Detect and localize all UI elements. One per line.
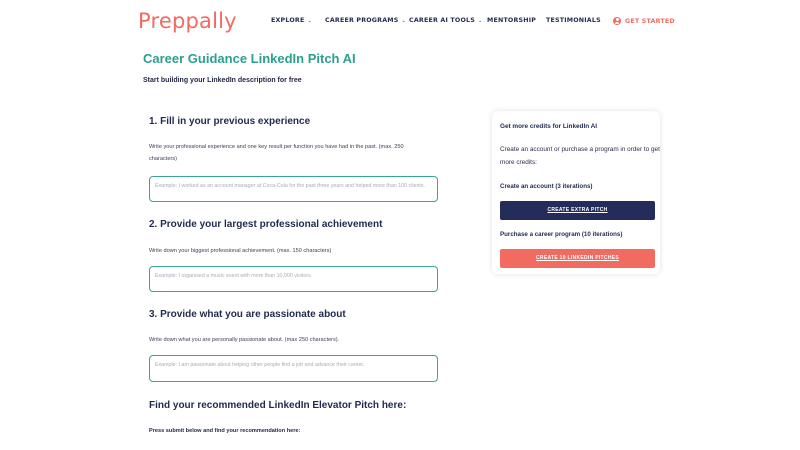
credits-card xyxy=(492,111,660,274)
section-experience-description: Write your professional experience and one key result per function you have had in the past. (max. 250 characters) xyxy=(149,144,404,162)
section-achievement-description: Write down your biggest professional achievement. (max. 150 characters) xyxy=(149,248,332,254)
chevron-down-icon: ⌄ xyxy=(401,17,406,24)
recommendation-title: Find your recommended LinkedIn Elevator Pitch here: xyxy=(149,400,407,411)
achievement-field-wrapper xyxy=(149,266,438,292)
user-icon xyxy=(613,17,621,25)
nav-mentorship-label: MENTORSHIP xyxy=(487,17,537,24)
nav-mentorship[interactable] xyxy=(487,17,536,24)
credits-card-title: Get more credits for LinkedIn AI xyxy=(500,123,598,130)
nav-career-ai-tools-label: CAREER AI TOOLS xyxy=(409,17,475,24)
nav-explore-label: EXPLORE xyxy=(271,17,305,24)
nav-career-ai-tools[interactable] xyxy=(409,17,482,24)
create-account-heading: Create an account (3 iterations) xyxy=(500,183,593,190)
logo[interactable]: Preppally xyxy=(138,9,237,33)
section-passion-description: Write down what you are personally passionate about. (max 250 characters). xyxy=(149,337,340,343)
passion-field-wrapper xyxy=(149,355,438,382)
passion-input[interactable] xyxy=(150,356,437,381)
get-started-label: GET STARTED xyxy=(625,17,675,25)
create-extra-pitch-button[interactable]: CREATE EXTRA PITCH xyxy=(500,201,655,220)
credits-card-text: Create an account or purchase a program in order to get more credits: xyxy=(500,146,660,166)
page-title: Career Guidance LinkedIn Pitch AI xyxy=(143,51,356,66)
nav-testimonials[interactable] xyxy=(546,17,601,24)
create-10-pitches-button[interactable]: CREATE 10 LINKEDIN PITCHES xyxy=(500,249,655,268)
nav-career-programs-label: CAREER PROGRAMS xyxy=(325,17,399,24)
page-subtitle: Start building your LinkedIn description for free xyxy=(143,77,302,84)
purchase-program-heading: Purchase a career program (10 iterations) xyxy=(500,231,623,238)
recommendation-subtitle: Press submit below and find your recommendation here: xyxy=(149,428,301,434)
nav-explore[interactable] xyxy=(271,17,312,24)
section-experience-title: 1. Fill in your previous experience xyxy=(149,116,311,127)
section-achievement-title: 2. Provide your largest professional achievement xyxy=(149,219,383,230)
chevron-down-icon: ⌄ xyxy=(477,17,483,24)
experience-input[interactable] xyxy=(150,177,437,201)
site-header xyxy=(0,0,800,42)
section-passion-title: 3. Provide what you are passionate about xyxy=(149,309,346,320)
nav-career-programs[interactable] xyxy=(325,17,406,24)
chevron-down-icon: ⌄ xyxy=(307,17,312,24)
achievement-input[interactable] xyxy=(150,267,437,291)
experience-field-wrapper xyxy=(149,176,438,202)
get-started-link[interactable] xyxy=(613,17,675,25)
nav-testimonials-label: TESTIMONIALS xyxy=(546,17,601,24)
